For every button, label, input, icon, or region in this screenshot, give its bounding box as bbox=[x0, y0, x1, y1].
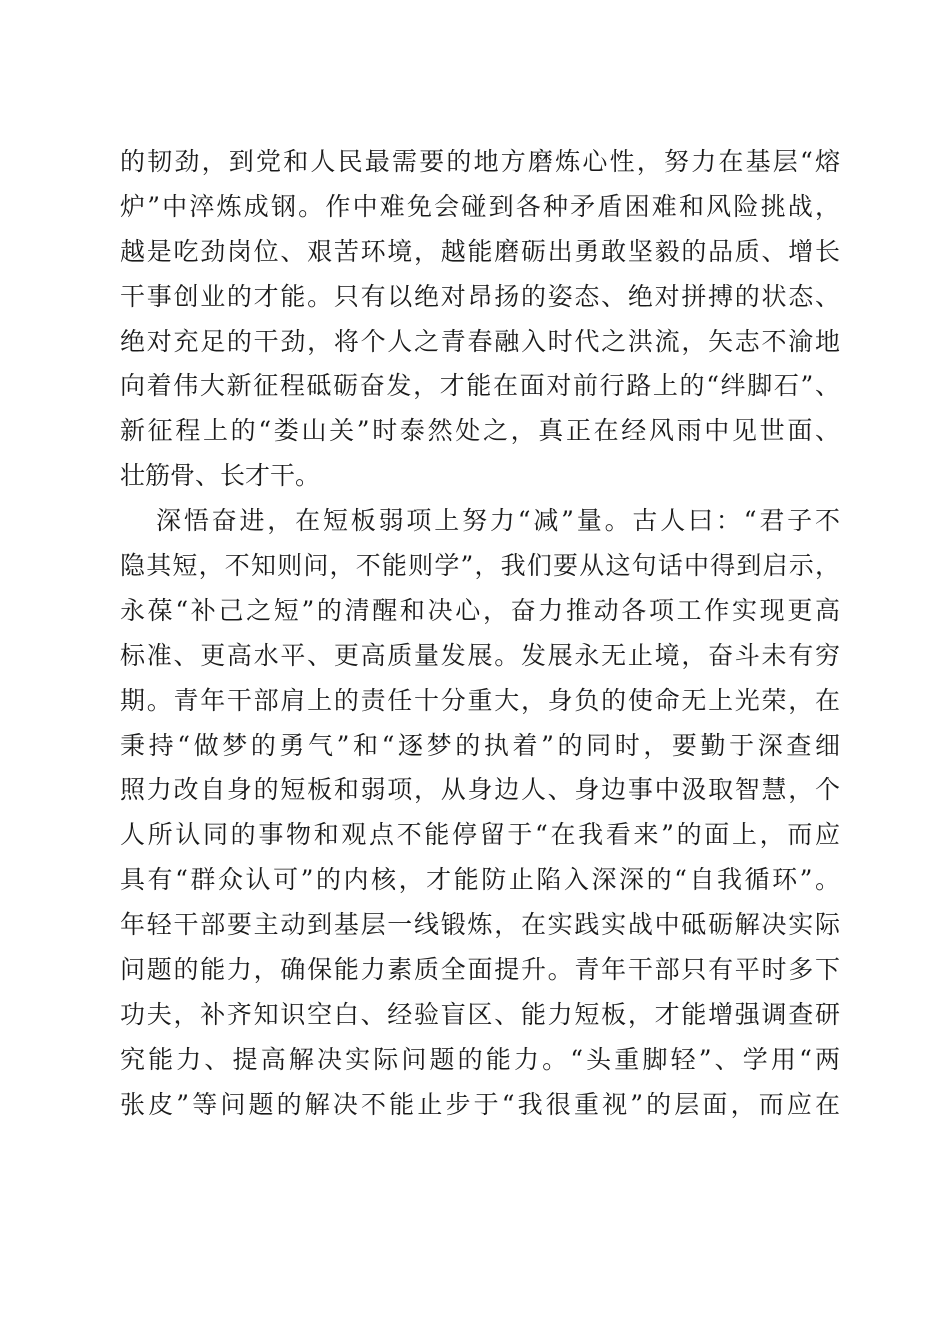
text-line: 向着伟大新征程砥砺奋发，才能在面对前行路上的“绊脚石”、 bbox=[120, 371, 840, 401]
text-line: 深悟奋进，在短板弱项上努力“减”量。古人曰：“君子不 bbox=[156, 506, 840, 536]
text-line: 新征程上的“娄山关”时泰然处之，真正在经风雨中见世面、 bbox=[120, 416, 840, 446]
text-line: 具有“群众认可”的内核，才能防止陷入深深的“自我循环”。 bbox=[120, 865, 840, 895]
text-line: 期。青年干部肩上的责任十分重大，身负的使命无上光荣，在 bbox=[120, 685, 840, 715]
text-line: 干事创业的才能。只有以绝对昂扬的姿态、绝对拼搏的状态、 bbox=[120, 281, 840, 311]
text-line: 功夫，补齐知识空白、经验盲区、能力短板，才能增强调查研 bbox=[120, 999, 840, 1029]
text-line: 秉持“做梦的勇气”和“逐梦的执着”的同时，要勤于深查细 bbox=[120, 730, 840, 760]
body-text bbox=[120, 140, 840, 1128]
text-line: 张皮”等问题的解决不能止步于“我很重视”的层面，而应在 bbox=[120, 1089, 840, 1119]
text-line: 越是吃劲岗位、艰苦环境，越能磨砺出勇敢坚毅的品质、增长 bbox=[120, 236, 840, 266]
text-line: 标准、更高水平、更高质量发展。发展永无止境，奋斗未有穷 bbox=[120, 640, 840, 670]
text-line: 年轻干部要主动到基层一线锻炼，在实践实战中砥砺解决实际 bbox=[120, 910, 840, 940]
paragraph-2 bbox=[120, 499, 840, 1127]
text-line: 人所认同的事物和观点不能停留于“在我看来”的面上，而应 bbox=[120, 820, 840, 850]
text-line: 问题的能力，确保能力素质全面提升。青年干部只有平时多下 bbox=[120, 955, 840, 985]
text-line: 壮筋骨、长才干。 bbox=[120, 461, 321, 491]
text-line: 永葆“补己之短”的清醒和决心，奋力推动各项工作实现更高 bbox=[120, 595, 840, 625]
text-line: 隐其短，不知则问，不能则学”，我们要从这句话中得到启示， bbox=[120, 551, 840, 581]
text-line: 照力改自身的短板和弱项，从身边人、身边事中汲取智慧，个 bbox=[120, 775, 840, 805]
text-line: 绝对充足的干劲，将个人之青春融入时代之洪流，矢志不渝地 bbox=[120, 326, 840, 356]
text-line: 的韧劲，到党和人民最需要的地方磨炼心性，努力在基层“熔 bbox=[120, 147, 840, 176]
text-line: 究能力、提高解决实际问题的能力。“头重脚轻”、学用“两 bbox=[120, 1044, 840, 1074]
text-line: 炉”中淬炼成钢。作中难免会碰到各种矛盾困难和风险挑战， bbox=[120, 191, 840, 221]
paragraph-1 bbox=[120, 140, 840, 499]
